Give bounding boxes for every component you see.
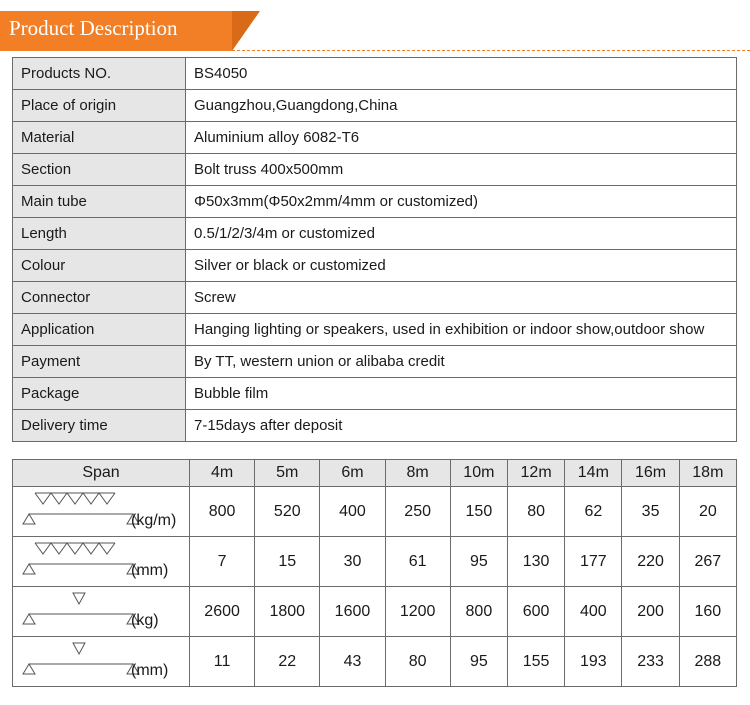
spec-row <box>13 346 737 378</box>
load-unit: (mm) <box>131 662 169 679</box>
spec-row <box>13 410 737 442</box>
load-value: 95 <box>450 537 507 587</box>
span-column-header: 8m <box>385 460 450 487</box>
spec-table <box>12 57 737 442</box>
load-diagram-cell <box>13 637 190 687</box>
load-value: 150 <box>450 487 507 537</box>
spec-row <box>13 90 737 122</box>
span-column-header: 12m <box>507 460 564 487</box>
page-title: Product Description <box>9 16 178 40</box>
load-value: 233 <box>622 637 679 687</box>
spec-row <box>13 186 737 218</box>
spec-value: By TT, western union or alibaba credit <box>186 346 737 378</box>
point-load-icon <box>21 592 141 628</box>
load-value: 155 <box>507 637 564 687</box>
load-value: 288 <box>679 637 736 687</box>
load-value: 200 <box>622 587 679 637</box>
spec-value: Hanging lighting or speakers, used in exhibition or indoor show,outdoor show <box>186 314 737 346</box>
load-diagram-cell <box>13 537 190 587</box>
spec-value: Silver or black or customized <box>186 250 737 282</box>
span-header: Span <box>13 460 190 487</box>
span-column-header: 5m <box>255 460 320 487</box>
spec-label: Application <box>13 314 186 346</box>
spec-label: Delivery time <box>13 410 186 442</box>
load-table-header <box>13 460 737 487</box>
load-value: 400 <box>565 587 622 637</box>
spec-value: Bubble film <box>186 378 737 410</box>
load-value: 250 <box>385 487 450 537</box>
span-column-header: 16m <box>622 460 679 487</box>
spec-row <box>13 154 737 186</box>
spec-value: Guangzhou,Guangdong,China <box>186 90 737 122</box>
load-value: 1200 <box>385 587 450 637</box>
load-unit: (kg/m) <box>131 512 177 529</box>
header-divider <box>232 50 750 51</box>
load-value: 1800 <box>255 587 320 637</box>
load-value: 80 <box>385 637 450 687</box>
spec-value: Screw <box>186 282 737 314</box>
load-value: 62 <box>565 487 622 537</box>
load-unit: (kg) <box>131 612 159 629</box>
spec-value: Aluminium alloy 6082-T6 <box>186 122 737 154</box>
load-value: 600 <box>507 587 564 637</box>
spec-label: Material <box>13 122 186 154</box>
load-value: 800 <box>450 587 507 637</box>
load-value: 193 <box>565 637 622 687</box>
load-value: 800 <box>190 487 255 537</box>
load-value: 400 <box>320 487 385 537</box>
spec-label: Products NO. <box>13 58 186 90</box>
load-diagram-cell <box>13 487 190 537</box>
uniform-load-icon <box>21 492 141 528</box>
load-value: 22 <box>255 637 320 687</box>
spec-label: Length <box>13 218 186 250</box>
spec-label: Payment <box>13 346 186 378</box>
spec-row <box>13 58 737 90</box>
load-value: 2600 <box>190 587 255 637</box>
load-row <box>13 587 737 637</box>
load-value: 177 <box>565 537 622 587</box>
load-value: 15 <box>255 537 320 587</box>
load-row <box>13 537 737 587</box>
spec-value: Bolt truss 400x500mm <box>186 154 737 186</box>
load-table <box>12 459 737 687</box>
load-value: 130 <box>507 537 564 587</box>
spec-value: Φ50x3mm(Φ50x2mm/4mm or customized) <box>186 186 737 218</box>
load-value: 267 <box>679 537 736 587</box>
spec-row <box>13 250 737 282</box>
load-value: 95 <box>450 637 507 687</box>
load-value: 160 <box>679 587 736 637</box>
load-value: 7 <box>190 537 255 587</box>
load-value: 1600 <box>320 587 385 637</box>
load-value: 35 <box>622 487 679 537</box>
spec-row <box>13 378 737 410</box>
spec-label: Connector <box>13 282 186 314</box>
span-column-header: 4m <box>190 460 255 487</box>
spec-value: BS4050 <box>186 58 737 90</box>
spec-row <box>13 122 737 154</box>
span-column-header: 6m <box>320 460 385 487</box>
load-value: 20 <box>679 487 736 537</box>
section-header <box>0 11 750 51</box>
spec-value: 7-15days after deposit <box>186 410 737 442</box>
spec-value: 0.5/1/2/3/4m or customized <box>186 218 737 250</box>
header-tab <box>0 11 232 51</box>
spec-label: Section <box>13 154 186 186</box>
spec-row <box>13 282 737 314</box>
load-unit: (mm) <box>131 562 169 579</box>
spec-label: Package <box>13 378 186 410</box>
spec-row <box>13 218 737 250</box>
spec-label: Place of origin <box>13 90 186 122</box>
load-row <box>13 487 737 537</box>
span-column-header: 10m <box>450 460 507 487</box>
load-value: 30 <box>320 537 385 587</box>
span-column-header: 18m <box>679 460 736 487</box>
uniform-load-icon <box>21 542 141 578</box>
load-value: 11 <box>190 637 255 687</box>
load-value: 61 <box>385 537 450 587</box>
load-value: 520 <box>255 487 320 537</box>
load-value: 43 <box>320 637 385 687</box>
spec-label: Colour <box>13 250 186 282</box>
load-value: 220 <box>622 537 679 587</box>
header-tab-fold <box>232 11 260 51</box>
spec-label: Main tube <box>13 186 186 218</box>
spec-row <box>13 314 737 346</box>
load-value: 80 <box>507 487 564 537</box>
span-column-header: 14m <box>565 460 622 487</box>
load-diagram-cell <box>13 587 190 637</box>
load-row <box>13 637 737 687</box>
point-load-icon <box>21 642 141 678</box>
